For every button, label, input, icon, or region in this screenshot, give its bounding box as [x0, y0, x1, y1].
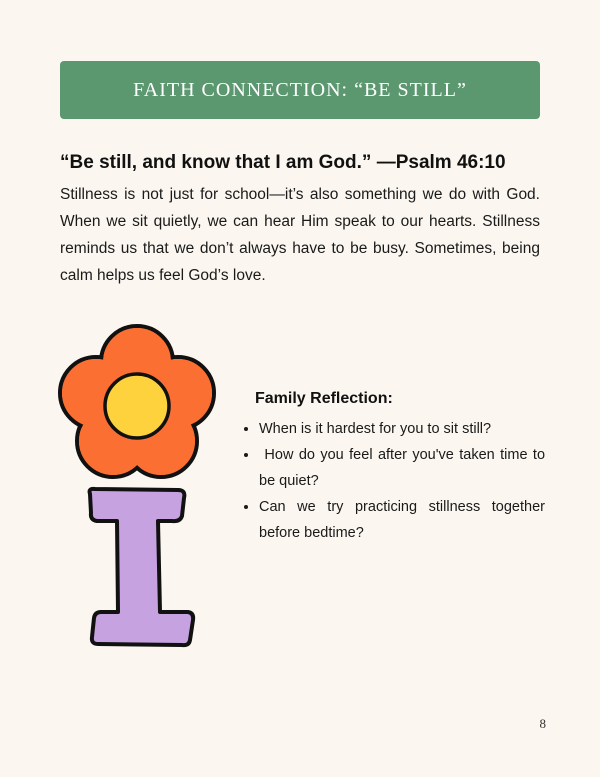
body-paragraph: Stillness is not just for school—it’s also something we do with God. When we sit quietly, we can hear Him speak to our hearts. Stillness reminds us that we don’t always have to be busy. Sometimes, being calm helps us feel God’s love.: [60, 186, 540, 284]
page-number: 8: [539, 716, 546, 731]
family-reflection: [245, 388, 550, 546]
list-item: • When is it hardest for you to sit still?: [259, 416, 545, 442]
letter-i-icon: [90, 489, 194, 645]
list-item: • Can we try practicing stillness together before bedtime?: [259, 494, 545, 546]
page-title: FAITH CONNECTION: “BE STILL”: [133, 78, 467, 101]
reflection-list: [245, 416, 550, 546]
list-item: • How do you feel after you've taken time to be quiet?: [259, 442, 545, 494]
reflection-title: Family Reflection:: [255, 390, 393, 407]
flower-icon: [60, 326, 214, 477]
scripture-verse: “Be still, and know that I am God.” —Psalm 46:10: [60, 152, 506, 173]
